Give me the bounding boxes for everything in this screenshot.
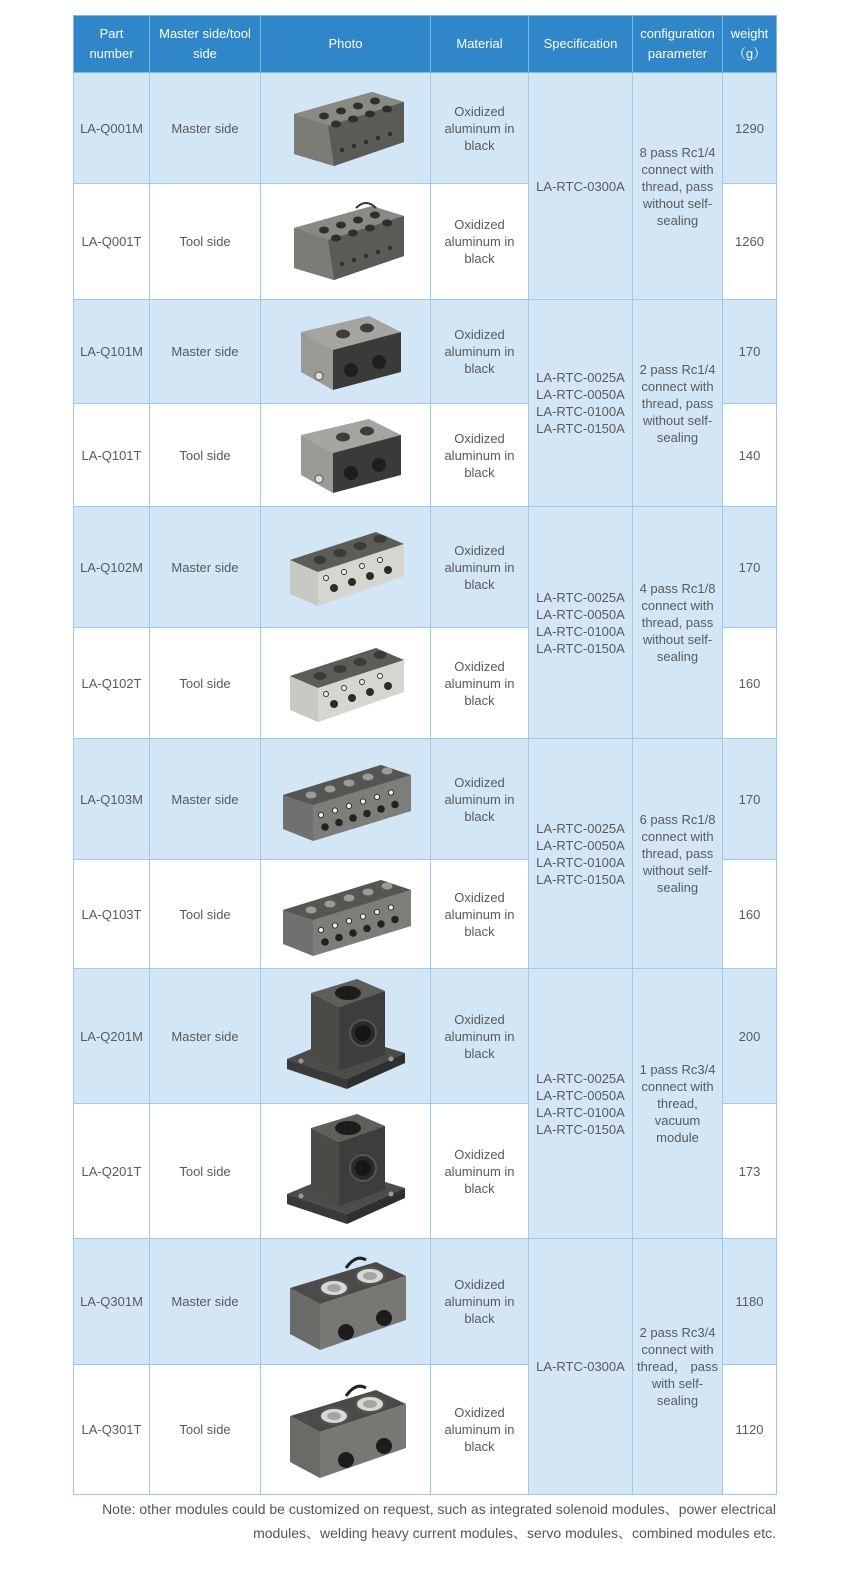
material-cell: Oxidized aluminum in black	[431, 1239, 529, 1365]
self-sealing-block-photo	[265, 1374, 426, 1486]
side-cell: Tool side	[150, 628, 261, 739]
self-sealing-block-image	[276, 1374, 416, 1486]
four-port-block-image	[276, 636, 416, 730]
weight-cell: 200	[723, 969, 777, 1104]
two-port-block-image	[281, 306, 411, 398]
self-sealing-block-image	[276, 1246, 416, 1358]
manifold-block-image	[276, 80, 416, 176]
side-cell: Master side	[150, 1239, 261, 1365]
part-number-cell: LA-Q201M	[74, 969, 150, 1104]
header-configuration: configuration parameter	[633, 16, 723, 73]
side-cell: Master side	[150, 73, 261, 184]
photo-cell	[261, 73, 431, 184]
specification-cell: LA-RTC-0300A	[529, 1239, 633, 1495]
part-number-cell: LA-Q301M	[74, 1239, 150, 1365]
part-number-cell: LA-Q301T	[74, 1365, 150, 1495]
part-number-cell: LA-Q001T	[74, 184, 150, 300]
weight-cell: 1260	[723, 184, 777, 300]
photo-cell	[261, 1239, 431, 1365]
header-side: Master side/tool side	[150, 16, 261, 73]
material-cell: Oxidized aluminum in black	[431, 969, 529, 1104]
photo-cell	[261, 739, 431, 860]
photo-cell	[261, 628, 431, 739]
side-cell: Tool side	[150, 1104, 261, 1239]
two-port-block-photo	[265, 306, 426, 398]
header-photo: Photo	[261, 16, 431, 73]
configuration-cell: 2 pass Rc1/4 connect with thread, pass without self-sealing	[633, 300, 723, 507]
specification-cell: LA-RTC-0025A LA-RTC-0050A LA-RTC-0100A LA-RTC-0150A	[529, 300, 633, 507]
configuration-cell: 6 pass Rc1/8 connect with thread, pass without self-sealing	[633, 739, 723, 969]
specification-cell: LA-RTC-0025A LA-RTC-0050A LA-RTC-0100A LA-RTC-0150A	[529, 507, 633, 739]
header-material: Material	[431, 16, 529, 73]
weight-cell: 170	[723, 300, 777, 404]
configuration-cell: 2 pass Rc3/4 connect with thread， pass with self-sealing	[633, 1239, 723, 1495]
material-cell: Oxidized aluminum in black	[431, 860, 529, 969]
side-cell: Tool side	[150, 1365, 261, 1495]
material-cell: Oxidized aluminum in black	[431, 1104, 529, 1239]
part-number-cell: LA-Q201T	[74, 1104, 150, 1239]
two-port-block-photo	[265, 409, 426, 501]
header-specification: Specification	[529, 16, 633, 73]
vacuum-cube-photo	[265, 1108, 426, 1234]
material-cell: Oxidized aluminum in black	[431, 628, 529, 739]
manifold-block-image	[276, 194, 416, 290]
material-cell: Oxidized aluminum in black	[431, 404, 529, 507]
weight-cell: 170	[723, 507, 777, 628]
weight-cell: 170	[723, 739, 777, 860]
specification-cell: LA-RTC-0025A LA-RTC-0050A LA-RTC-0100A LA-RTC-0150A	[529, 739, 633, 969]
photo-cell	[261, 184, 431, 300]
vacuum-cube-image	[281, 1108, 411, 1234]
photo-cell	[261, 300, 431, 404]
table-row	[74, 300, 777, 404]
side-cell: Tool side	[150, 184, 261, 300]
manifold-block-photo	[265, 194, 426, 290]
side-cell: Tool side	[150, 860, 261, 969]
six-port-block-image	[271, 866, 421, 962]
vacuum-cube-photo	[265, 973, 426, 1099]
side-cell: Tool side	[150, 404, 261, 507]
material-cell: Oxidized aluminum in black	[431, 184, 529, 300]
material-cell: Oxidized aluminum in black	[431, 507, 529, 628]
six-port-block-photo	[265, 751, 426, 847]
header-weight: weight（g）	[723, 16, 777, 73]
table-row	[74, 507, 777, 628]
table-row	[74, 1239, 777, 1365]
four-port-block-photo	[265, 636, 426, 730]
side-cell: Master side	[150, 507, 261, 628]
material-cell: Oxidized aluminum in black	[431, 73, 529, 184]
part-number-cell: LA-Q103T	[74, 860, 150, 969]
six-port-block-photo	[265, 866, 426, 962]
configuration-cell: 8 pass Rc1/4 connect with thread, pass without self-sealing	[633, 73, 723, 300]
material-cell: Oxidized aluminum in black	[431, 1365, 529, 1495]
four-port-block-image	[276, 520, 416, 614]
two-port-block-image	[281, 409, 411, 501]
self-sealing-block-photo	[265, 1246, 426, 1358]
part-number-cell: LA-Q101T	[74, 404, 150, 507]
part-number-cell: LA-Q102M	[74, 507, 150, 628]
weight-cell: 160	[723, 860, 777, 969]
weight-cell: 1180	[723, 1239, 777, 1365]
part-number-cell: LA-Q103M	[74, 739, 150, 860]
module-table-container	[73, 15, 776, 1495]
side-cell: Master side	[150, 969, 261, 1104]
weight-cell: 140	[723, 404, 777, 507]
photo-cell	[261, 404, 431, 507]
four-port-block-photo	[265, 520, 426, 614]
specification-cell: LA-RTC-0300A	[529, 73, 633, 300]
photo-cell	[261, 1104, 431, 1239]
weight-cell: 173	[723, 1104, 777, 1239]
configuration-cell: 1 pass Rc3/4 connect with thread, vacuum module	[633, 969, 723, 1239]
photo-cell	[261, 1365, 431, 1495]
side-cell: Master side	[150, 739, 261, 860]
photo-cell	[261, 860, 431, 969]
weight-cell: 1290	[723, 73, 777, 184]
manifold-block-photo	[265, 80, 426, 176]
table-row	[74, 73, 777, 184]
side-cell: Master side	[150, 300, 261, 404]
six-port-block-image	[271, 751, 421, 847]
header-part-number: Part number	[74, 16, 150, 73]
module-spec-table	[73, 15, 777, 1495]
table-header-row	[74, 16, 777, 73]
customization-note: Note: other modules could be customized on request, such as integrated solenoid modules、power electrical modules、welding heavy current modules、servo modules、combined modules etc.	[102, 1501, 776, 1541]
part-number-cell: LA-Q101M	[74, 300, 150, 404]
configuration-cell: 4 pass Rc1/8 connect with thread, pass without self-sealing	[633, 507, 723, 739]
photo-cell	[261, 507, 431, 628]
table-row	[74, 969, 777, 1104]
weight-cell: 1120	[723, 1365, 777, 1495]
vacuum-cube-image	[281, 973, 411, 1099]
table-body	[74, 73, 777, 1495]
table-row	[74, 739, 777, 860]
material-cell: Oxidized aluminum in black	[431, 739, 529, 860]
part-number-cell: LA-Q102T	[74, 628, 150, 739]
weight-cell: 160	[723, 628, 777, 739]
specification-cell: LA-RTC-0025A LA-RTC-0050A LA-RTC-0100A LA-RTC-0150A	[529, 969, 633, 1239]
part-number-cell: LA-Q001M	[74, 73, 150, 184]
photo-cell	[261, 969, 431, 1104]
material-cell: Oxidized aluminum in black	[431, 300, 529, 404]
